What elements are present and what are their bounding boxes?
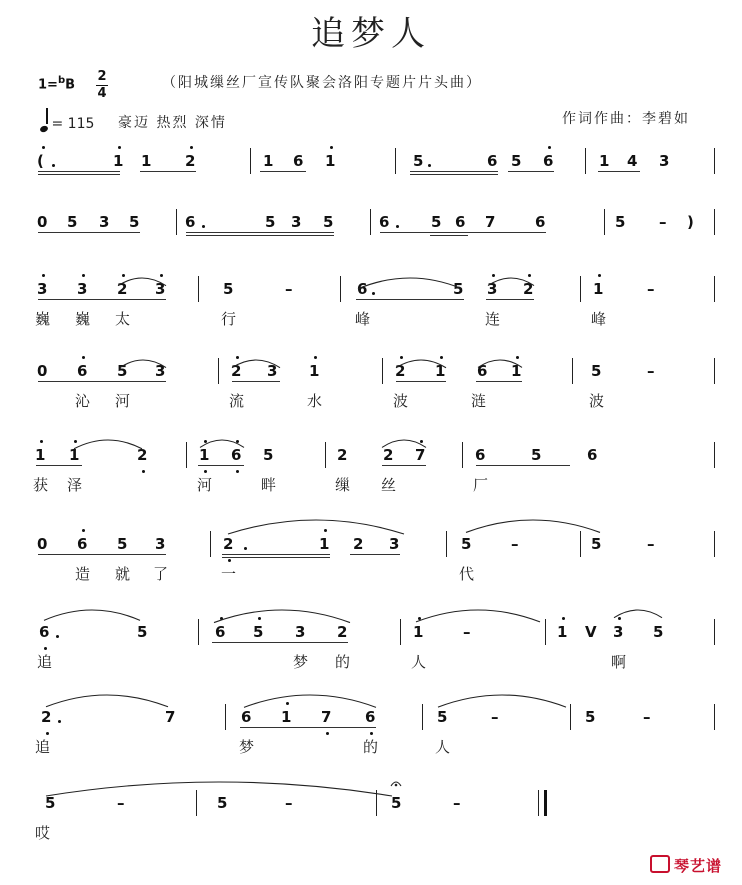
octave-dot-high <box>598 274 601 277</box>
score-note: 5 <box>137 623 148 641</box>
lyric-char: 的 <box>335 653 351 671</box>
score-note: 5 <box>323 213 334 231</box>
score-note: 5 <box>223 280 234 298</box>
score-note: 6 <box>241 708 252 726</box>
score-note: 2 <box>41 708 52 726</box>
augmentation-dot <box>202 225 205 228</box>
octave-dot-high <box>286 702 289 705</box>
bar-line <box>422 704 423 730</box>
augmentation-dot <box>58 720 61 723</box>
beam-underline <box>212 642 348 643</box>
score-note: 1 <box>511 362 522 380</box>
logo-text: 琴艺谱 <box>674 857 723 875</box>
beam-underline <box>396 381 446 382</box>
score-note: 5 <box>591 535 602 553</box>
score-note: 3 <box>155 280 166 298</box>
score-note: 3 <box>389 535 400 553</box>
fermata-icon <box>391 782 401 786</box>
score-note: 3 <box>613 623 624 641</box>
octave-dot-high <box>516 356 519 359</box>
octave-dot-high <box>440 356 443 359</box>
score-note: 3 <box>155 362 166 380</box>
beam-underline <box>476 465 570 466</box>
tempo-marking <box>40 112 94 132</box>
bar-line <box>714 442 715 468</box>
lyric-char: 获 <box>33 476 49 494</box>
octave-dot-high <box>330 146 333 149</box>
bar-line <box>400 619 401 645</box>
beam-underline <box>410 171 498 172</box>
score-note: – <box>117 794 125 812</box>
lyric-char: 河 <box>115 392 131 410</box>
bar-line <box>176 209 177 235</box>
bar-line <box>714 358 715 384</box>
beam-underline <box>140 171 196 172</box>
augmentation-dot <box>396 225 399 228</box>
score-note: 3 <box>487 280 498 298</box>
beam-underline <box>38 232 140 233</box>
score-note: 2 <box>383 446 394 464</box>
beam-underline <box>198 465 244 466</box>
score-note: 1 <box>281 708 292 726</box>
score-note: 6 <box>455 213 466 231</box>
score-note: 1 <box>325 152 336 170</box>
lyric-char: 一 <box>221 565 237 583</box>
octave-dot-high <box>258 617 261 620</box>
beam-underline <box>486 299 534 300</box>
lyric-char: 啊 <box>611 653 627 671</box>
score-note: 2 <box>117 280 128 298</box>
lyric-char: 涟 <box>471 392 487 410</box>
score-note: 1 <box>599 152 610 170</box>
octave-dot-low <box>142 470 145 473</box>
octave-dot-high <box>420 440 423 443</box>
bar-line <box>370 209 371 235</box>
lyric-char: 丝 <box>381 476 397 494</box>
score-note: 2 <box>337 446 348 464</box>
slur-arc <box>46 695 168 707</box>
bar-line <box>538 790 539 816</box>
score-note: – <box>511 535 519 553</box>
score-note: 5 <box>263 446 274 464</box>
score-note: 5 <box>591 362 602 380</box>
octave-dot-high <box>190 146 193 149</box>
slur-arc <box>416 610 540 622</box>
beam-underline <box>38 554 166 555</box>
score-note: 5 <box>67 213 78 231</box>
bar-line <box>580 276 581 302</box>
score-note: 6 <box>231 446 242 464</box>
augmentation-dot <box>56 635 59 638</box>
score-note: 1 <box>319 535 330 553</box>
octave-dot-high <box>74 440 77 443</box>
score-note: 1 <box>113 152 124 170</box>
bar-line <box>462 442 463 468</box>
octave-dot-high <box>122 274 125 277</box>
score-note: – <box>647 362 655 380</box>
score-note: 1 <box>199 446 210 464</box>
bar-line <box>714 209 715 235</box>
beam-underline <box>508 171 554 172</box>
beam-underline <box>350 554 400 555</box>
bar-line <box>376 790 377 816</box>
score-note: 5 <box>129 213 140 231</box>
lyric-char: 峰 <box>591 310 607 328</box>
score-note: 6 <box>487 152 498 170</box>
score-note: 2 <box>137 446 148 464</box>
score-note: – <box>643 708 651 726</box>
bar-line <box>186 442 187 468</box>
score-note: 1 <box>263 152 274 170</box>
octave-dot-low <box>204 470 207 473</box>
song-title: 追梦人 <box>311 14 431 54</box>
score-note: 3 <box>155 535 166 553</box>
octave-dot-high <box>562 617 565 620</box>
augmentation-dot <box>244 547 247 550</box>
score-note: 3 <box>267 362 278 380</box>
lyric-char: 峰 <box>355 310 371 328</box>
score-note: 1 <box>435 362 446 380</box>
beam-underline <box>430 235 468 236</box>
lyric-char: 沁 <box>75 392 91 410</box>
tempo-value: = 115 <box>51 116 95 132</box>
time-bottom: 4 <box>97 86 107 101</box>
fermata-dot <box>395 784 398 787</box>
score-note: 3 <box>77 280 88 298</box>
octave-dot-high <box>400 356 403 359</box>
score-note: 5 <box>45 794 56 812</box>
score-note: – <box>453 794 461 812</box>
key-flat: b <box>57 75 66 86</box>
slur-arc <box>44 610 140 620</box>
octave-dot-high <box>492 274 495 277</box>
score-note: 6 <box>357 280 368 298</box>
bar-line <box>225 704 226 730</box>
beam-underline <box>240 727 376 728</box>
lyric-char: 代 <box>459 565 475 583</box>
score-note: – <box>285 280 293 298</box>
octave-dot-low <box>44 647 47 650</box>
score-note: 1 <box>309 362 320 380</box>
score-note: 0 <box>37 213 48 231</box>
score-note: 1 <box>557 623 568 641</box>
score-note: 6 <box>77 535 88 553</box>
octave-dot-high <box>548 146 551 149</box>
bar-line <box>580 531 581 557</box>
score-note: 2 <box>523 280 534 298</box>
lyric-char: 河 <box>197 476 213 494</box>
beam-underline <box>38 171 120 172</box>
bar-line <box>714 619 715 645</box>
bar-line <box>714 704 715 730</box>
score-note: ( <box>37 152 44 170</box>
beam-underline <box>38 299 166 300</box>
octave-dot-low <box>326 732 329 735</box>
score-note: 5 <box>531 446 542 464</box>
bar-line <box>325 442 326 468</box>
score-note: 5 <box>391 794 402 812</box>
octave-dot-high <box>528 274 531 277</box>
score-note: 4 <box>627 152 638 170</box>
slur-arc <box>244 695 376 707</box>
score-note: 3 <box>659 152 670 170</box>
site-logo <box>650 855 722 876</box>
lyric-char: 巍 <box>75 310 91 328</box>
score-note: 3 <box>291 213 302 231</box>
lyric-char: 缫 <box>335 476 351 494</box>
octave-dot-high <box>418 617 421 620</box>
octave-dot-low <box>228 559 231 562</box>
bar-line <box>250 148 251 174</box>
lyric-char: 波 <box>393 392 409 410</box>
octave-dot-low <box>46 732 49 735</box>
beam-underline <box>222 554 330 555</box>
beam-underline <box>232 381 280 382</box>
score-note: 1 <box>413 623 424 641</box>
score-note: 6 <box>77 362 88 380</box>
lyric-char: 波 <box>589 392 605 410</box>
score-note: 6 <box>379 213 390 231</box>
bar-line <box>198 276 199 302</box>
bar-line <box>714 276 715 302</box>
beam-underline <box>598 171 640 172</box>
beam-underline <box>476 381 522 382</box>
score-note: 5 <box>585 708 596 726</box>
beam-underline <box>38 381 166 382</box>
lyric-char: 连 <box>485 310 501 328</box>
final-bar-line <box>544 790 547 816</box>
beam-underline <box>410 174 498 175</box>
lyric-char: 的 <box>363 738 379 756</box>
time-top: 2 <box>97 69 107 84</box>
score-note: 6 <box>39 623 50 641</box>
bar-line <box>218 358 219 384</box>
octave-dot-high <box>82 356 85 359</box>
score-note: 5 <box>117 535 128 553</box>
score-note: 5 <box>437 708 448 726</box>
score-note: 5 <box>653 623 664 641</box>
octave-dot-low <box>370 732 373 735</box>
score-note: 2 <box>185 152 196 170</box>
score-note: 5 <box>615 213 626 231</box>
score-note: 2 <box>337 623 348 641</box>
octave-dot-high <box>82 274 85 277</box>
bar-line <box>604 209 605 235</box>
score-note: – <box>491 708 499 726</box>
score-note: 5 <box>461 535 472 553</box>
lyric-char: 梦 <box>293 653 309 671</box>
score-note: 6 <box>185 213 196 231</box>
score-note: 1 <box>69 446 80 464</box>
logo-icon <box>650 855 670 873</box>
octave-dot-high <box>40 440 43 443</box>
score-note: 5 <box>265 213 276 231</box>
score-note: 6 <box>477 362 488 380</box>
score-note: 5 <box>413 152 424 170</box>
octave-dot-high <box>204 440 207 443</box>
score-note: 3 <box>295 623 306 641</box>
slur-arc <box>214 610 350 623</box>
score-note: 7 <box>165 708 176 726</box>
score-note: 6 <box>365 708 376 726</box>
score-note: 0 <box>37 362 48 380</box>
score-note: 0 <box>37 535 48 553</box>
score-note: – <box>647 535 655 553</box>
score-note: 2 <box>231 362 242 380</box>
score-note: – <box>285 794 293 812</box>
octave-dot-high <box>618 617 621 620</box>
score-note: 6 <box>215 623 226 641</box>
octave-dot-high <box>42 146 45 149</box>
score-note: 1 <box>593 280 604 298</box>
octave-dot-high <box>118 146 121 149</box>
beam-underline <box>260 171 306 172</box>
score-note: 5 <box>253 623 264 641</box>
lyric-char: 梦 <box>239 738 255 756</box>
bar-line <box>198 619 199 645</box>
lyric-char: 了 <box>153 565 169 583</box>
bar-line <box>395 148 396 174</box>
score-note: 2 <box>395 362 406 380</box>
bar-line <box>572 358 573 384</box>
octave-dot-high <box>324 529 327 532</box>
score-note: 5 <box>431 213 442 231</box>
bar-line <box>545 619 546 645</box>
octave-dot-high <box>236 356 239 359</box>
score-note: 3 <box>99 213 110 231</box>
bar-line <box>340 276 341 302</box>
lyric-char: 人 <box>435 738 451 756</box>
beam-underline <box>356 299 464 300</box>
beam-underline <box>186 235 334 236</box>
lyric-char: 流 <box>229 392 245 410</box>
bar-line <box>570 704 571 730</box>
score-note: 7 <box>321 708 332 726</box>
beam-underline <box>36 465 82 466</box>
score-note: 6 <box>543 152 554 170</box>
lyric-char: 人 <box>411 653 427 671</box>
score-note: 5 <box>217 794 228 812</box>
score-note: ) <box>687 213 694 231</box>
score-note: 6 <box>535 213 546 231</box>
lyric-char: 哎 <box>35 824 51 842</box>
beam-underline <box>38 174 120 175</box>
score-note: 2 <box>353 535 364 553</box>
augmentation-dot <box>428 164 431 167</box>
lyric-char: 水 <box>307 392 323 410</box>
octave-dot-high <box>82 529 85 532</box>
lyric-char: 就 <box>115 565 131 583</box>
score-note: 2 <box>223 535 234 553</box>
lyric-char: 巍 <box>35 310 51 328</box>
lyric-char: 追 <box>37 653 53 671</box>
score-note: – <box>647 280 655 298</box>
slur-arc <box>74 440 142 449</box>
subtitle: （阳城缫丝厂宣传队聚会洛阳专题片片头曲） <box>162 75 482 91</box>
beam-underline <box>222 557 330 558</box>
octave-dot-high <box>160 274 163 277</box>
bar-line <box>196 790 197 816</box>
expression-marking: 豪迈 热烈 深情 <box>118 115 227 131</box>
bar-line <box>585 148 586 174</box>
slur-arc <box>228 520 404 534</box>
beam-underline <box>380 232 546 233</box>
slur-arc <box>438 695 566 707</box>
lyric-char: 造 <box>75 565 91 583</box>
score-note: 5 <box>117 362 128 380</box>
beam-underline <box>186 232 334 233</box>
score-note: – <box>659 213 667 231</box>
beam-underline <box>382 465 426 466</box>
octave-dot-high <box>236 440 239 443</box>
bar-line <box>382 358 383 384</box>
score-note: V <box>585 623 597 641</box>
score-note: 3 <box>37 280 48 298</box>
key-prefix: 1= <box>38 77 58 93</box>
score-note: 6 <box>293 152 304 170</box>
quarter-note-icon <box>39 125 49 133</box>
slur-arc <box>358 278 462 289</box>
score-note: 6 <box>587 446 598 464</box>
score-note: 5 <box>453 280 464 298</box>
score-note: 1 <box>35 446 46 464</box>
lyric-char: 太 <box>115 310 131 328</box>
octave-dot-high <box>220 617 223 620</box>
score-note: 7 <box>485 213 496 231</box>
bar-line <box>210 531 211 557</box>
bar-line <box>714 531 715 557</box>
key-note: B <box>65 77 76 93</box>
bar-line <box>714 148 715 174</box>
score-note: 1 <box>141 152 152 170</box>
time-signature <box>96 70 108 101</box>
augmentation-dot <box>52 164 55 167</box>
score-note: 6 <box>475 446 486 464</box>
credits: 作词作曲：李碧如 <box>562 111 690 127</box>
augmentation-dot <box>372 292 375 295</box>
lyric-char: 泽 <box>67 476 83 494</box>
lyric-char: 行 <box>221 310 237 328</box>
score-note: 5 <box>511 152 522 170</box>
score-note: – <box>463 623 471 641</box>
score-note: 7 <box>415 446 426 464</box>
octave-dot-low <box>236 470 239 473</box>
lyric-char: 追 <box>35 738 51 756</box>
key-signature <box>38 75 75 92</box>
bar-line <box>446 531 447 557</box>
octave-dot-high <box>42 274 45 277</box>
slur-arc <box>614 610 662 618</box>
octave-dot-high <box>314 356 317 359</box>
lyric-char: 畔 <box>261 476 277 494</box>
lyric-char: 厂 <box>473 476 489 494</box>
